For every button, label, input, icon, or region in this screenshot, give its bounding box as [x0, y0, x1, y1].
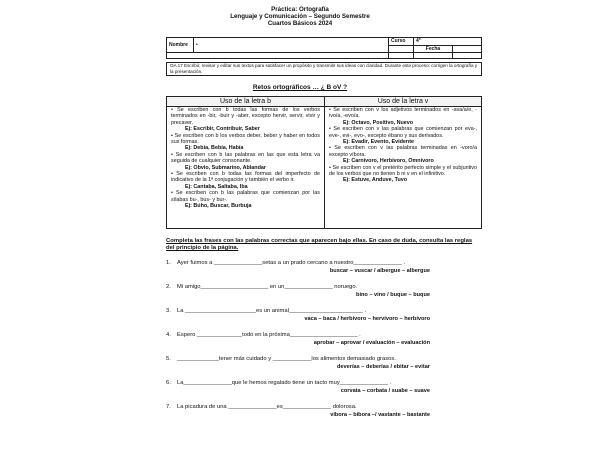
- rule-example: Ej: Debía, Bebía, Había: [185, 145, 244, 152]
- question-text[interactable]: La_______________que le hemos regalado tiene un tacto muy_______________ .: [177, 380, 392, 386]
- question-number: 3.: [166, 308, 171, 314]
- rule-example: Ej: Octavo, Positivo, Nuevo: [343, 119, 414, 126]
- worksheet-subject: Lenguaje y Comunicación – Segundo Semestre: [230, 13, 370, 20]
- question-number: 1.: [166, 260, 171, 266]
- blank-cell: [453, 53, 482, 59]
- rule-text: • Se escriben con b todas las formas de los verbos terminados en -bir, -buir y -aber, excepto hervir, servir, vivir y precaver.: [171, 107, 320, 126]
- question-text[interactable]: Ayer fuimos a _______________setas a un prado cercano a nuestro_______________ .: [177, 260, 406, 266]
- blank-cell: [389, 53, 414, 59]
- blank-cell: [414, 53, 453, 59]
- question-item: [166, 356, 482, 370]
- rule-example: Ej: Obvio, Submarino, Ablandar: [185, 164, 266, 171]
- course-label: Curso: [389, 38, 414, 46]
- rule-example: Ej: Estuve, Anduve, Tuvo: [343, 177, 408, 184]
- rule-text: • Se escriben con b las palabras en las que esta letra va seguida de cualquier consonante.: [171, 151, 320, 165]
- question-options: víbora – bíbora –/ vastante – bastante: [330, 412, 430, 418]
- question-options: bino – vino / buque – buque: [356, 292, 430, 298]
- question-options: vaca – baca / herbívoro – hervívoro – herbívoro: [304, 316, 430, 322]
- question-number: 4.: [166, 332, 171, 338]
- section-title: Retos ortográficos … ¿ B oV ?: [252, 84, 348, 91]
- question-item: [166, 404, 482, 418]
- name-field[interactable]: •: [194, 38, 389, 53]
- rules-b-column: [167, 97, 324, 228]
- rules-b-header: Uso de la letra b: [167, 97, 324, 107]
- rule-example: Ej: Carnívoro, Herbívoro, Omnívoro: [343, 158, 434, 165]
- rule-text: • Se escriben con v las palabras que comienzan por eva-, eve-, evi-, evo-, excepto ébano y sus derivados.: [329, 126, 477, 139]
- exercise-instructions: Completa las frases con las palabras correctas que aparecen bajo ellas. En caso de duda, consulta las reglas del principio de la página.: [166, 238, 473, 251]
- name-label: Nombre: [167, 38, 194, 53]
- rule-text: • Se escriben con b los verbos deber, beber y haber en todos sus formas.: [171, 132, 320, 146]
- rules-v-column: [324, 97, 481, 228]
- rule-example: Ej: Búho, Buscar, Burbuja: [185, 203, 252, 210]
- student-info-table: [166, 37, 482, 59]
- rule-text: • Se escriben con v el pretérito perfecto simple y el subjuntivo de los verbos que no tienen b ni v en el infinitivo.: [329, 164, 477, 178]
- rule-text: • Se escriben con b las palabras que comienzan por las sílabas bu-, bus- y bur-.: [171, 190, 320, 203]
- question-item: [166, 260, 482, 274]
- rules-v-header: Uso de la letra v: [325, 97, 481, 107]
- question-number: 5.: [166, 356, 171, 362]
- question-text[interactable]: _____________tener más cuidado y ____________los alimentos demasiado grasos.: [177, 356, 396, 362]
- question-text[interactable]: La picadura de una _______________es_______________ dolorosa.: [177, 404, 357, 410]
- worksheet-course: Cuartos Básicos 2024: [267, 20, 333, 27]
- rule-example: Ej: Escribir, Contribuir, Saber: [185, 126, 260, 133]
- date-field[interactable]: [453, 45, 482, 53]
- date-label: Fecha: [414, 45, 453, 53]
- question-item: [166, 380, 482, 394]
- question-item: [166, 332, 482, 346]
- rule-example: Ej: Evadir, Evento, Evidente: [343, 139, 414, 146]
- rule-text: • Se escriben con v los adjetivos terminados en -ava/a/e, -ivo/a, -evo/a.: [329, 107, 477, 120]
- question-item: [166, 308, 482, 322]
- course-value[interactable]: 4°: [414, 38, 482, 46]
- question-item: [166, 284, 482, 298]
- question-options: deverías – deberías / ebitar – evitar: [337, 364, 430, 370]
- question-number: 2.: [166, 284, 171, 290]
- spelling-rules-table: [166, 96, 482, 229]
- rule-text: • Se escriben con b todas las formas del imperfecto de indicativo de la 1ª conjugación y también el verbo ir.: [171, 171, 320, 184]
- rule-text: • Se escriben con v las palabras terminadas en -voro/a excepto víbora.: [329, 145, 477, 158]
- rule-example: Ej: Cantaba, Saltaba, Iba: [185, 183, 248, 190]
- question-text[interactable]: Mi amigo_____________________ en un_______________ noruego.: [177, 284, 358, 290]
- blank-cell: [389, 45, 414, 53]
- blank-cell: [167, 53, 389, 59]
- question-number: 7.: [166, 404, 171, 410]
- question-number: 6.: [166, 380, 171, 386]
- question-text[interactable]: Espero ______________todo en la próxima_____________________ .: [177, 332, 361, 338]
- question-options: corvata – corbata / suabe – suave: [340, 388, 430, 394]
- worksheet-title: Práctica: Ortografía: [271, 6, 329, 13]
- learning-objective: OA 17 Escribir, revisar y editar sus textos para satisfacer un propósito y transmitir sus ideas con claridad. Durante este proceso: corrigen la ortografía y la presentación.: [166, 62, 482, 76]
- question-options: aprobar – aprovar / evaluación – evaluación: [313, 340, 430, 346]
- question-options: buscar – vuscar / albergue – albergue: [329, 268, 430, 274]
- question-text[interactable]: La ______________________es un animal_______________________ .: [177, 308, 367, 314]
